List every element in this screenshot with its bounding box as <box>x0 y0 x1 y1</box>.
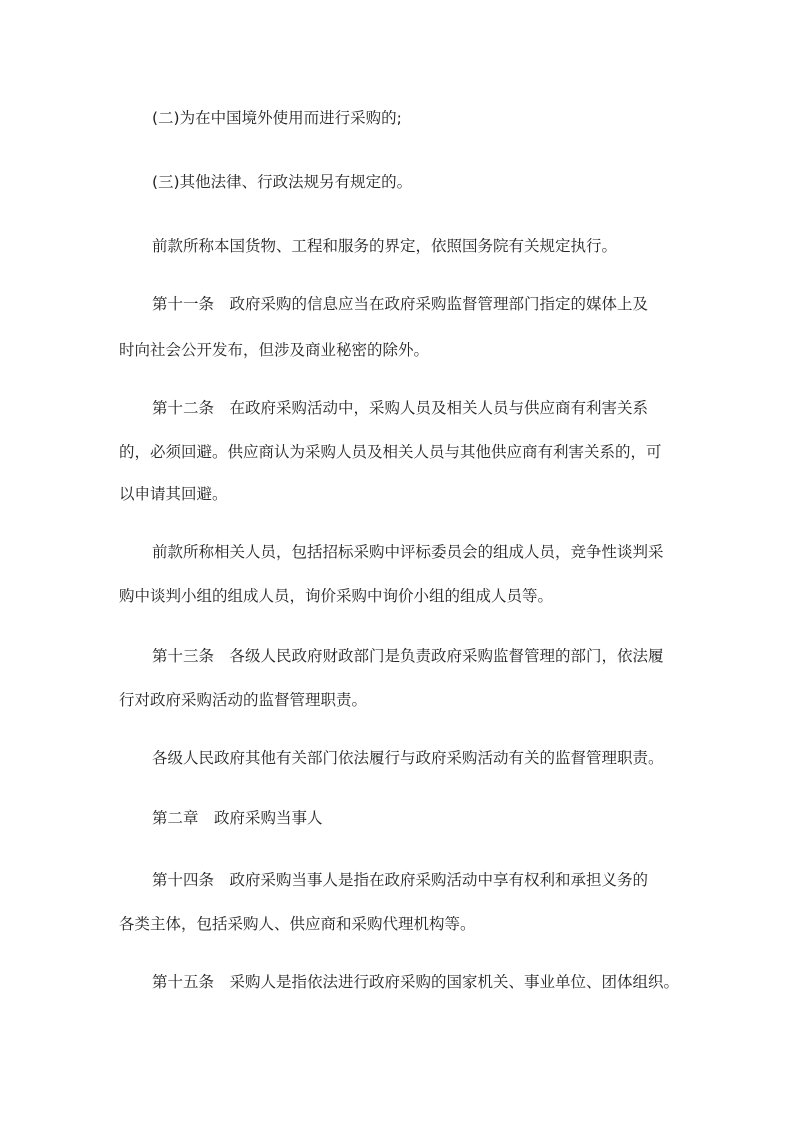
article-13-line-1: 第十三条 各级人民政府财政部门是负责政府采购监督管理的部门，依法履 <box>152 647 664 665</box>
article-13-line-2: 行对政府采购活动的监督管理职责。 <box>119 691 368 709</box>
article-12-line-2: 的，必须回避。供应商认为采购人员及相关人员与其他供应商有利害关系的，可 <box>119 443 662 461</box>
related-persons-line-2: 购中谈判小组的组成人员，询价采购中询价小组的组成人员等。 <box>119 587 554 605</box>
article-14-line-2: 各类主体，包括采购人、供应商和采购代理机构等。 <box>119 915 476 933</box>
paragraph-line-item-3: (三)其他法律、行政法规另有规定的。 <box>152 173 413 191</box>
article-15-line-1: 第十五条 采购人是指依法进行政府采购的国家机关、事业单位、团体组织。 <box>152 973 680 991</box>
article-12-line-1: 第十二条 在政府采购活动中，采购人员及相关人员与供应商有利害关系 <box>152 399 649 417</box>
paragraph-line-definition: 前款所称本国货物、工程和服务的界定，依照国务院有关规定执行。 <box>152 237 618 255</box>
article-12-line-3: 以申请其回避。 <box>119 485 228 503</box>
article-11-line-1: 第十一条 政府采购的信息应当在政府采购监督管理部门指定的媒体上及 <box>152 295 649 313</box>
other-departments-line: 各级人民政府其他有关部门依法履行与政府采购活动有关的监督管理职责。 <box>152 749 664 767</box>
paragraph-line-item-2: (二)为在中国境外使用而进行采购的; <box>152 109 402 127</box>
related-persons-line-1: 前款所称相关人员，包括招标采购中评标委员会的组成人员，竞争性谈判采 <box>152 543 664 561</box>
chapter-2-heading: 第二章 政府采购当事人 <box>152 809 323 827</box>
article-11-line-2: 时向社会公开发布，但涉及商业秘密的除外。 <box>119 341 430 359</box>
article-14-line-1: 第十四条 政府采购当事人是指在政府采购活动中享有权利和承担义务的 <box>152 871 649 889</box>
